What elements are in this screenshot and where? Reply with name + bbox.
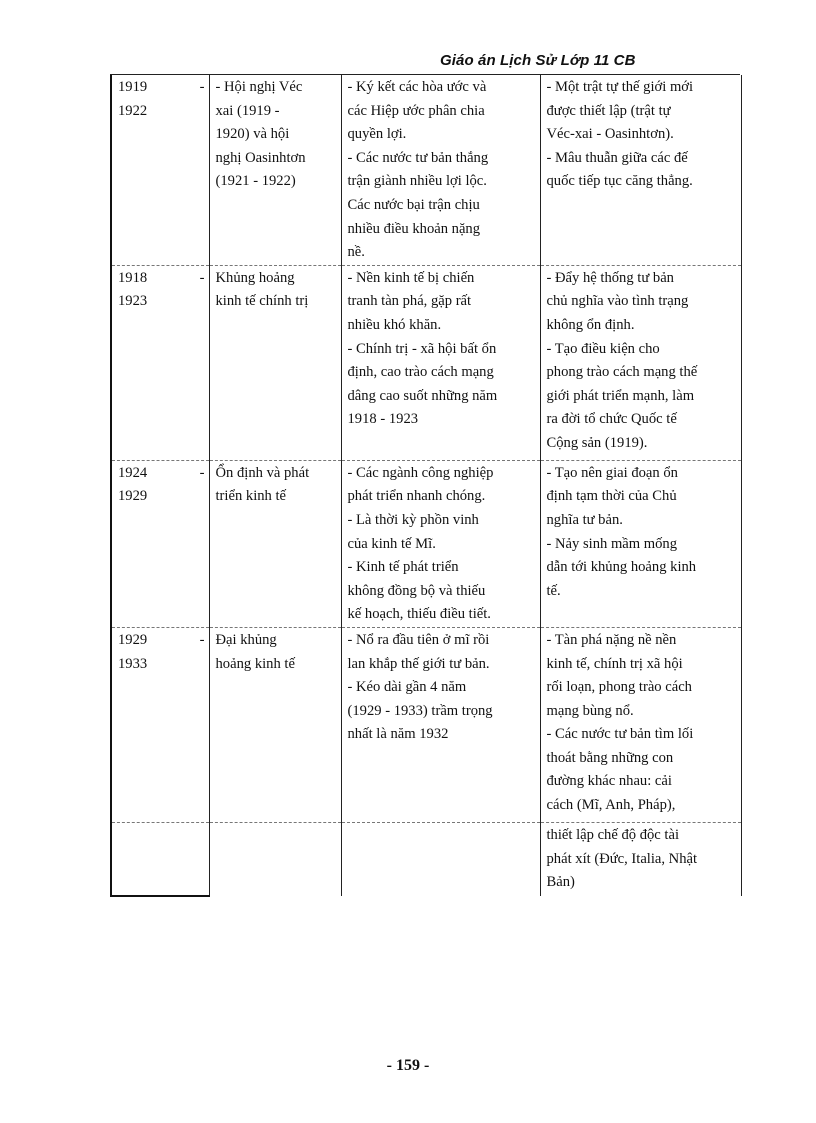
period-start: 1924 bbox=[118, 464, 148, 481]
content-cell bbox=[341, 627, 540, 822]
table-row bbox=[111, 822, 741, 896]
event-cell bbox=[209, 75, 341, 265]
content-text: - Nền kinh tế bị chiến tranh tàn phá, gặp rất nhiều khó khăn. - Chính trị - xã hội bất ổn định, cao trào cách mạng dâng cao suốt những năm 1918 - 1923 bbox=[347, 269, 498, 428]
table-row bbox=[111, 460, 741, 627]
event-cell bbox=[209, 627, 341, 822]
event-text: Khủng hoảng kinh tế chính trị bbox=[215, 269, 309, 310]
period-cell bbox=[111, 75, 209, 265]
period-start: 1918 bbox=[118, 269, 148, 286]
period-cell bbox=[111, 822, 209, 896]
result-text: thiết lập chế độ độc tài phát xít (Đức, Italia, Nhật Bản) bbox=[546, 826, 698, 891]
event-cell bbox=[209, 460, 341, 627]
result-text: - Tạo nên giai đoạn ổn định tạm thời của Chủ nghĩa tư bản. - Nảy sinh mầm mống dẫn tới khủng hoảng kinh tế. bbox=[546, 464, 697, 599]
result-cell bbox=[540, 460, 741, 627]
period-end: 1923 bbox=[118, 293, 148, 310]
result-cell bbox=[540, 627, 741, 822]
content-cell bbox=[341, 822, 540, 896]
result-cell bbox=[540, 75, 741, 265]
page-number: - 159 - bbox=[386, 1057, 430, 1074]
period-cell bbox=[111, 460, 209, 627]
table-row bbox=[111, 265, 741, 460]
result-text: - Tàn phá nặng nề nền kinh tế, chính trị xã hội rối loạn, phong trào cách mạng bùng nổ. - Các nước tư bản tìm lối thoát bằng những con đường khác nhau: cải cách (Mĩ, Anh, Pháp), bbox=[546, 631, 694, 814]
event-cell bbox=[209, 822, 341, 896]
result-cell bbox=[540, 265, 741, 460]
event-text: - Hội nghị Véc xai (1919 - 1920) và hội nghị Oasinhtơn (1921 - 1922) bbox=[215, 79, 306, 190]
content-cell bbox=[341, 460, 540, 627]
table-row bbox=[111, 75, 741, 265]
period-end: 1929 bbox=[118, 488, 148, 505]
content-text: - Nổ ra đầu tiên ở mĩ rồi lan khắp thế giới tư bản. - Kéo dài gần 4 năm (1929 - 1933) trầm trọng nhất là năm 1932 bbox=[347, 631, 493, 743]
event-text: Đại khủng hoảng kinh tế bbox=[215, 631, 295, 672]
period-dash: - bbox=[199, 464, 205, 481]
period-start: 1919 bbox=[118, 79, 148, 95]
content-cell bbox=[341, 75, 540, 265]
period-start: 1929 bbox=[118, 631, 148, 648]
table-row bbox=[111, 627, 741, 822]
period-dash: - bbox=[199, 79, 205, 95]
content-text: - Các ngành công nghiệp phát triển nhanh chóng. - Là thời kỳ phồn vinh của kinh tế Mĩ. - Kinh tế phát triển không đồng bộ và thiếu kế hoạch, thiếu điều tiết. bbox=[347, 464, 494, 623]
result-text: - Đẩy hệ thống tư bản chủ nghĩa vào tình trạng không ổn định. - Tạo điều kiện cho phong trào cách mạng thế giới phát triển mạnh, làm ra đời tổ chức Quốc tế Cộng sản (1919). bbox=[546, 269, 698, 451]
period-cell bbox=[111, 627, 209, 822]
history-table bbox=[110, 75, 742, 897]
content-text: - Ký kết các hòa ước và các Hiệp ước phân chia quyền lợi. - Các nước tư bản thắng trận giành nhiều lợi lộc. Các nước bại trận chịu nhiều điều khoản nặng nề. bbox=[347, 79, 489, 261]
period-end: 1933 bbox=[118, 655, 148, 672]
event-cell bbox=[209, 265, 341, 460]
event-text: Ổn định và phát triển kinh tế bbox=[215, 464, 310, 505]
result-cell bbox=[540, 822, 741, 896]
content-cell bbox=[341, 265, 540, 460]
period-cell bbox=[111, 265, 209, 460]
period-end: 1922 bbox=[118, 102, 148, 119]
result-text: - Một trật tự thế giới mới được thiết lập (trật tự Véc-xai - Oasinhtơn). - Mâu thuẫn giữa các đế quốc tiếp tục căng thẳng. bbox=[546, 79, 694, 190]
page-header-title: Giáo án Lịch Sử Lớp 11 CB bbox=[440, 52, 636, 69]
period-dash: - bbox=[199, 631, 205, 648]
period-dash: - bbox=[199, 269, 205, 286]
